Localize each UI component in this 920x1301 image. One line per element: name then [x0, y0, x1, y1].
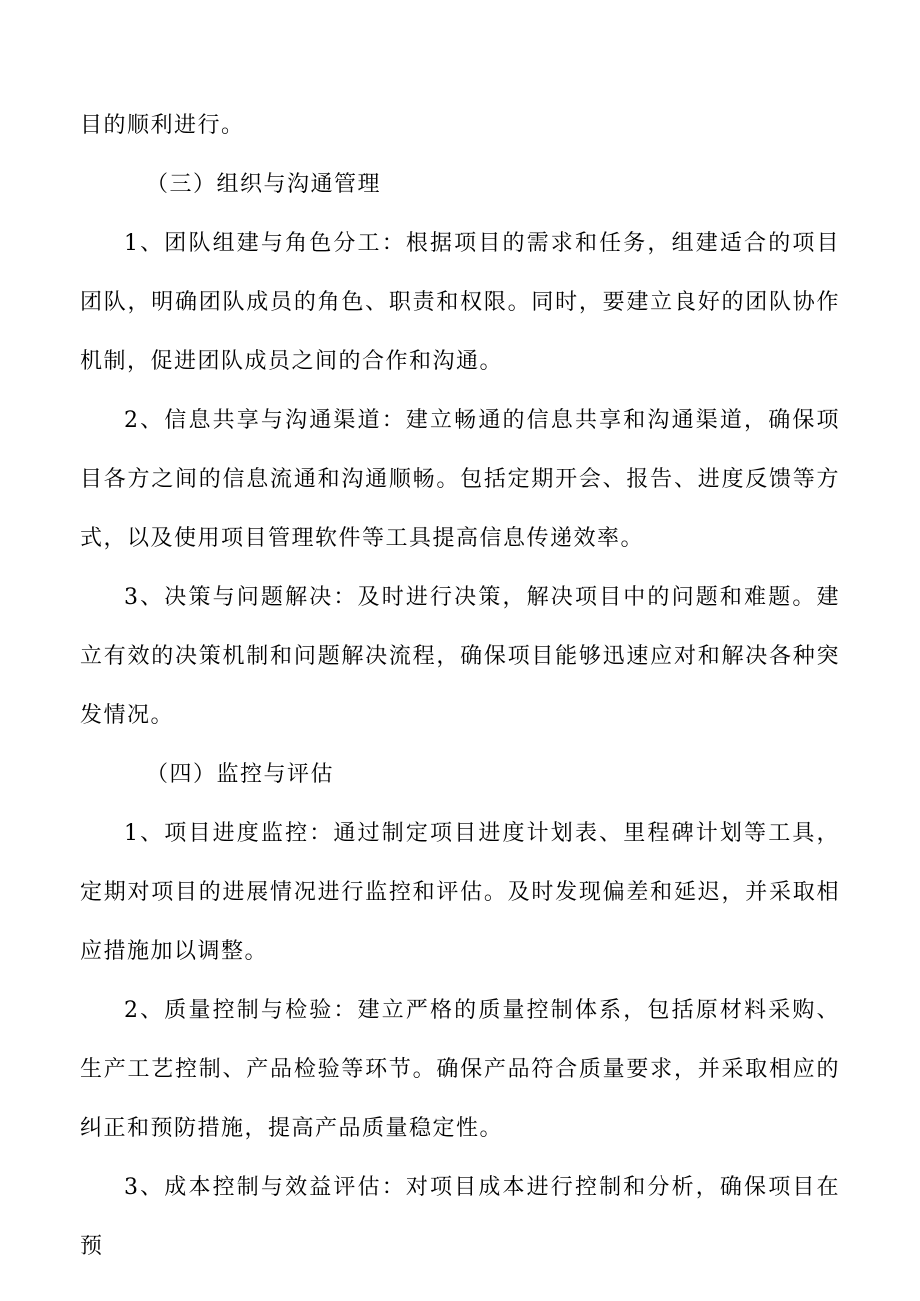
section-heading-organization: （三）组织与沟通管理 — [146, 172, 382, 197]
paragraph-quality-control: 2、质量控制与检验：建立严格的质量控制体系，包括原材料采购、生产工艺控制、产品检验等环节。确保产品符合质量要求，并采取相应的纠正和预防措施，提高产品质量稳定性。 — [80, 998, 840, 1141]
section-heading-monitoring: （四）监控与评估 — [146, 762, 335, 787]
document-body — [80, 96, 840, 1276]
paragraph-information-sharing: 2、信息共享与沟通渠道：建立畅通的信息共享和沟通渠道，确保项目各方之间的信息流通和沟通顺畅。包括定期开会、报告、进度反馈等方式，以及使用项目管理软件等工具提高信息传递效率。 — [80, 408, 840, 551]
paragraph-progress-monitoring: 1、项目进度监控：通过制定项目进度计划表、里程碑计划等工具，定期对项目的进展情况进行监控和评估。及时发现偏差和延迟，并采取相应措施加以调整。 — [80, 821, 840, 964]
paragraph-cost-control: 3、成本控制与效益评估：对项目成本进行控制和分析，确保项目在预 — [80, 1175, 840, 1259]
paragraph-team-building: 1、团队组建与角色分工：根据项目的需求和任务，组建适合的项目团队，明确团队成员的角色、职责和权限。同时，要建立良好的团队协作机制，促进团队成员之间的合作和沟通。 — [80, 231, 840, 374]
paragraph-continuation: 目的顺利进行。 — [80, 113, 245, 138]
paragraph-decision-making: 3、决策与问题解决：及时进行决策，解决项目中的问题和难题。建立有效的决策机制和问题解决流程，确保项目能够迅速应对和解决各种突发情况。 — [80, 585, 840, 728]
